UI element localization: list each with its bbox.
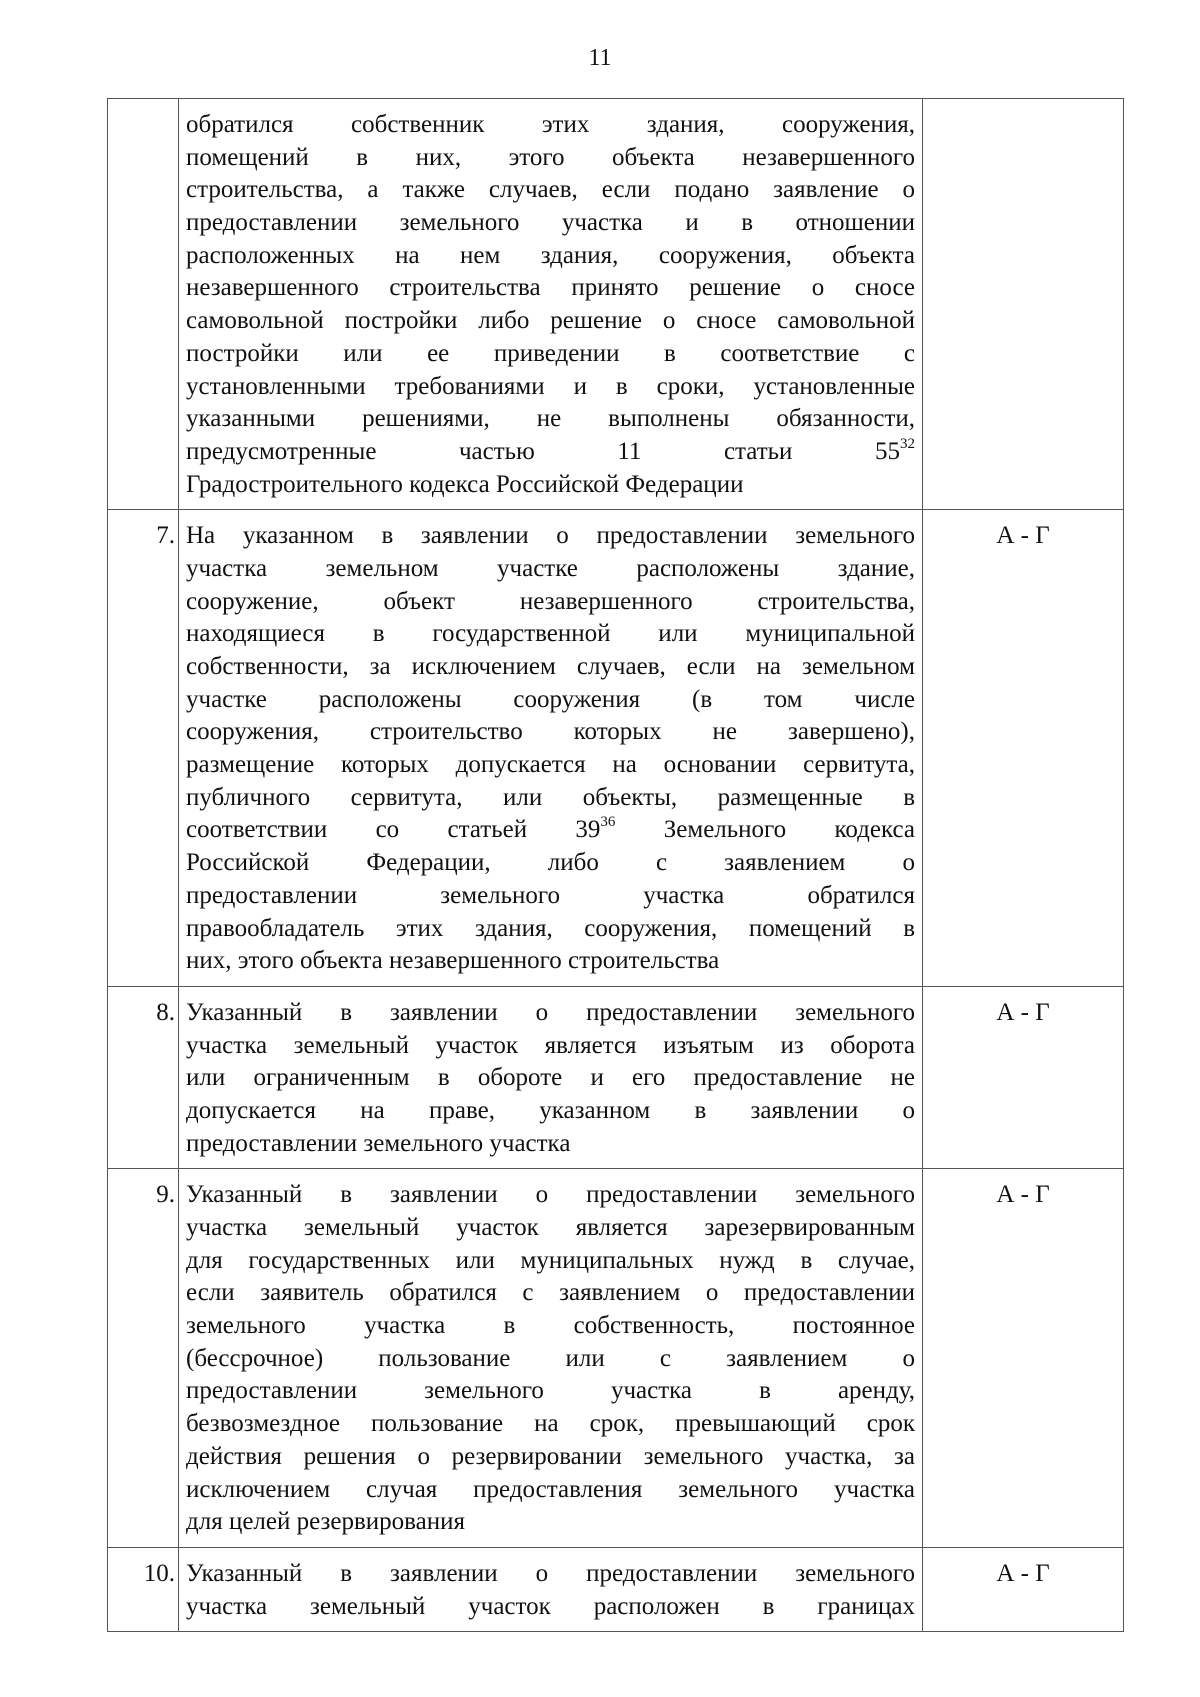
grounds-table — [107, 98, 1124, 1632]
text-line: (бессрочное) пользование или с заявлением о — [186, 1344, 915, 1372]
text-line: правообладатель этих здания, сооружения, помещений в — [186, 914, 915, 942]
text-line: Градостроительного кодекса Российской Федерации — [186, 470, 744, 498]
row-code: А - Г — [923, 986, 1124, 1168]
table-row — [108, 1169, 1124, 1548]
row-text — [179, 986, 923, 1168]
text-line: или ограниченным в обороте и его предоставление не — [186, 1064, 915, 1092]
table-body — [108, 99, 1124, 1632]
superscript: 32 — [900, 435, 915, 452]
row-number: 9. — [108, 1169, 179, 1548]
text-line: незавершенного строительства принято решение о сносе — [186, 274, 915, 302]
text-line: для государственных или муниципальных нужд в случае, — [186, 1246, 915, 1274]
text-line: предоставлении земельного участка обратился — [186, 881, 915, 909]
text-line: обратился собственник этих здания, сооружения, — [186, 111, 915, 138]
text-line: находящиеся в государственной или муниципальной — [186, 620, 915, 648]
text-line: предоставлении земельного участка в аренду, — [186, 1377, 915, 1405]
row-code — [923, 99, 1124, 510]
text-line: размещение которых допускается на основании сервитута, — [186, 751, 915, 779]
text-line: предоставлении земельного участка и в отношении — [186, 209, 915, 237]
text-line: На указанном в заявлении о предоставлении земельного — [186, 522, 915, 550]
text-line: для целей резервирования — [186, 1508, 466, 1536]
text-line: самовольной постройки либо решение о сносе самовольной — [186, 307, 915, 335]
text-line: расположенных на нем здания, сооружения, объекта — [186, 241, 915, 269]
text-line: Российской Федерации, либо с заявлением о — [186, 849, 915, 877]
text-line: собственности, за исключением случаев, если на земельном — [186, 653, 915, 680]
text-line: участка земельном участке расположены здание, — [186, 554, 915, 582]
row-text — [179, 510, 923, 987]
text-line: указанными решениями, не выполнены обязанности, — [186, 405, 915, 433]
row-number: 10. — [108, 1547, 179, 1631]
row-number: 7. — [108, 510, 179, 987]
text-line: участка земельный участок расположен в границах — [186, 1592, 915, 1620]
text-line-part: соответствии со статьей 39 — [186, 816, 601, 844]
text-line: постройки или ее приведении в соответствие с — [186, 339, 915, 367]
text-line: сооружение, объект незавершенного строительства, — [186, 587, 915, 615]
row-text — [179, 99, 923, 510]
table-row — [108, 510, 1124, 987]
text-line: участке расположены сооружения (в том числе — [186, 685, 915, 713]
table-row — [108, 99, 1124, 510]
table-row — [108, 1547, 1124, 1631]
text-line: установленными требованиями и в сроки, установленные — [186, 372, 915, 400]
text-line: участка земельный участок является изъятым из оборота — [186, 1031, 915, 1059]
text-line: если заявитель обратился с заявлением о предоставлении — [186, 1279, 915, 1307]
row-code: А - Г — [923, 1169, 1124, 1548]
page-number: 11 — [588, 45, 612, 71]
text-line: допускается на праве, указанном в заявлении о — [186, 1096, 915, 1124]
row-code: А - Г — [923, 510, 1124, 987]
text-line: строительства, а также случаев, если подано заявление о — [186, 176, 915, 204]
text-line: публичного сервитута, или объекты, размещенные в — [186, 783, 915, 811]
row-code: А - Г — [923, 1547, 1124, 1631]
text-line: исключением случая предоставления земельного участка — [186, 1475, 915, 1503]
text-line: Указанный в заявлении о предоставлении земельного — [186, 998, 915, 1026]
text-line: земельного участка в собственность, постоянное — [186, 1312, 915, 1340]
row-number — [108, 99, 179, 510]
text-line-part: Земельного кодекса — [615, 816, 915, 844]
text-line: Указанный в заявлении о предоставлении земельного — [186, 1559, 915, 1587]
row-text — [179, 1547, 923, 1631]
text-line: предоставлении земельного участка — [186, 1129, 571, 1157]
text-line: Указанный в заявлении о предоставлении земельного — [186, 1181, 915, 1209]
text-line-part: предусмотренные частью 11 статьи 55 — [186, 437, 900, 465]
text-line: помещений в них, этого объекта незавершенного — [186, 143, 915, 171]
text-line — [186, 814, 915, 847]
row-number: 8. — [108, 986, 179, 1168]
text-line: участка земельный участок является зарезервированным — [186, 1214, 915, 1241]
text-line: сооружения, строительство которых не завершено), — [186, 718, 915, 746]
row-text — [179, 1169, 923, 1548]
superscript: 36 — [600, 814, 616, 831]
text-line: них, этого объекта незавершенного строительства — [186, 947, 720, 975]
table-row — [108, 986, 1124, 1168]
text-line: действия решения о резервировании земельного участка, за — [186, 1442, 915, 1470]
text-line — [186, 436, 915, 469]
text-line: безвозмездное пользование на срок, превышающий срок — [186, 1410, 915, 1438]
